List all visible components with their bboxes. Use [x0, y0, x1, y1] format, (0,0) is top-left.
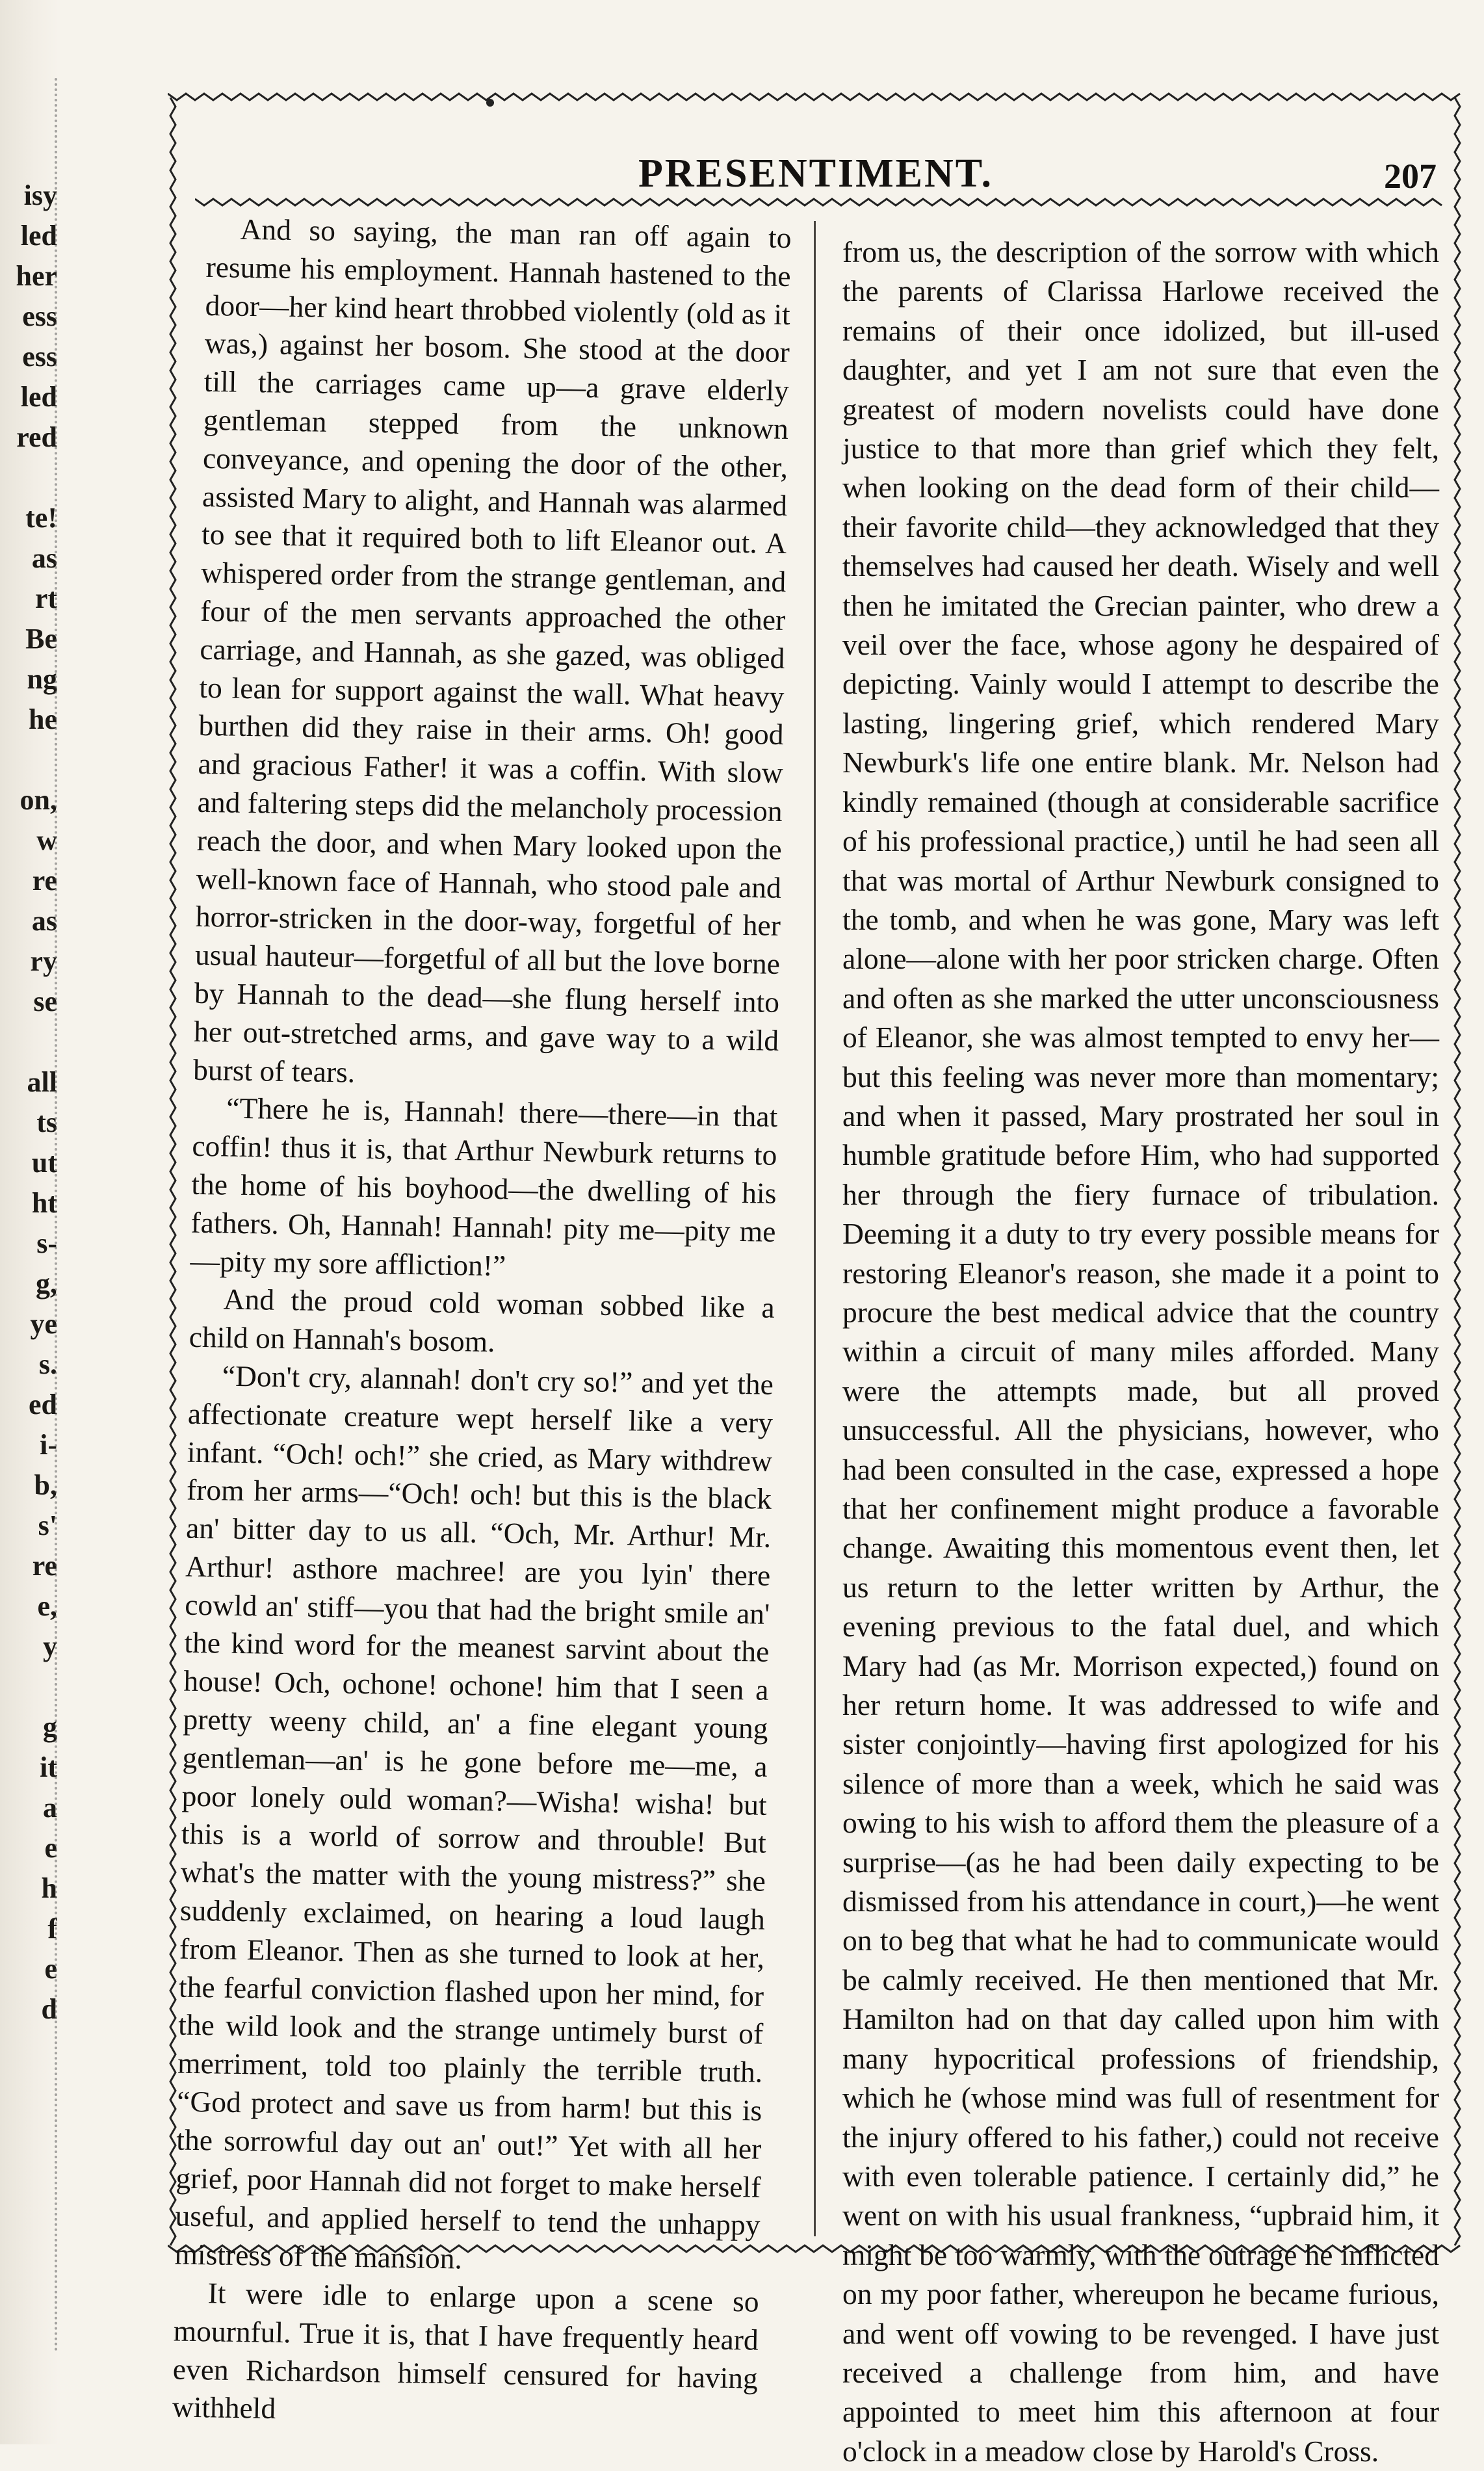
- paragraph: And so saying, the man ran off again to resume his employment. Hannah hastened to the door—her kind heart throbbed violently (old as it was,) against her bosom. She stood at the door till the carriages came up—a grave elderly gentleman stepped from the unknown conveyance, and opening the door of the other, assisted Mary to alight, and Hannah was alarmed to see that it required both to lift Eleanor out. A whispered order from the strange gentleman, and four of the men servants approached the other carriage, and Hannah, as she gazed, was obliged to lean for support against the wall. What heavy burthen did they raise in their arms. Oh! good and gracious Father! it was a coffin. With slow and faltering steps did the melancholy procession reach the door, and when Mary looked upon the well-known face of Hannah, who stood pale and horror-stricken in the door-way, forgetful of her usual hauteur—forgetful of all but the love borne by Hannah to the dead—she flung herself into her out-stretched arms, and gave way to a wild burst of tears.: [192, 212, 792, 1089]
- column-divider: [814, 221, 818, 2236]
- right-text-column: [842, 233, 1439, 2471]
- ornamental-border-right: [1452, 98, 1463, 2249]
- paragraph: And the proud cold woman sobbed like a child on Hannah's bosom.: [189, 1282, 775, 1359]
- facing-page-edge: [0, 0, 59, 2444]
- binding-spine: [55, 78, 61, 2353]
- left-text-column: [172, 210, 791, 2436]
- header-ornamental-rule: [195, 194, 1443, 211]
- paragraph: “There he is, Hannah! there—there—in that coffin! thus it is, that Arthur Newburk returns to the home of his boyhood—the dwelling of his fathers. Oh, Hannah! Hannah! pity me—pity me—pity my sore affliction!”: [190, 1091, 778, 1282]
- page-number: 207: [1384, 157, 1437, 196]
- paragraph: from us, the description of the sorrow with which the parents of Clarissa Harlowe received the remains of their once idolized, but ill-used daughter, and yet I am not sure that even the greatest of modern novelists could have done justice to that more than grief which they felt, when looking on the dead form of their child—their favorite child—they acknowledged that they themselves had caused her death. Wisely and well then he imitated the Grecian painter, who drew a veil over the face, whose agony he despaired of depicting. Vainly would I attempt to describe the lasting, lingering grief, which rendered Mary Newburk's life one entire blank. Mr. Nelson had kindly remained (though at considerable sacrifice of his professional practice,) until he had seen all that was mortal of Arthur Newburk consigned to the tomb, and when he was gone, Mary was left alone—alone with her poor stricken charge. Often and often as she marked the utter unconsciousness of Eleanor, she was almost tempted to envy her—but this feeling was never more than momentary; and when it passed, Mary prostrated her soul in humble gratitude before Him, who had supported her through the fiery furnace of tribulation. Deeming it a duty to try every possible means for restoring Eleanor's reason, she made it a point to procure the best medical advice that the country within a circuit of many miles afforded. Many were the attempts made, but all proved unsuccessful. All the physicians, however, who had been consulted in the case, expressed a hope that her confinement might produce a favorable change. Awaiting this momentous event then, let us return to the letter written by Arthur, the evening previous to the fatal duel, and which Mary had (as Mr. Morrison expected,) found on her return home. It was addressed to wife and sister conjointly—having first apologized for his silence of more than a week, which he said was owing to his wish to afford them the pleasure of a surprise—(as he had been daily expecting to be dismissed from his attendance in court,)—he went on to beg that what he had to communicate would be calmly received. He then mentioned that Mr. Hamilton had on that day called upon him with many hypocritical professions of friendship, which he (whose mind was full of resentment for the injury offered to his father,) could not receive with even tolerable patience. I certainly did,” he went on with his usual frankness, “upbraid him, it might be too warmly, with the outrage he inflicted on my poor father, whereupon he became furious, and went off vowing to be revenged. I have just received a challenge from him, and have appointed to meet him this afternoon at four o'clock in a meadow close by Harold's Cross.: [842, 235, 1439, 2468]
- facing-page-text-fragments: isy led her ess ess led red te! as rt Be ng he on, w re as ry se all ts ut ht s- g, ye s. ed i- b, s' re e, y g it a e h f e d: [16, 179, 57, 2025]
- running-title: PRESENTIMENT.: [638, 151, 993, 196]
- paragraph: “Don't cry, alannah! don't cry so!” and yet the affectionate creature wept herself like a very infant. “Och! och!” she cried, as Mary withdrew from her arms—“Och! och! but this is the black an' bitter day to us all. “Och, Mr. Arthur! Mr. Arthur! asthore machree! are you lyin' there cowld an' stiff—you that had the bright smile an' the kind word for the meanest sarvint about the house! Och, ochone! ochone! him that I seen a pretty weeny child, an' a fine elegant young gentleman—an' is he gone before me—me, a poor lonely ould woman?—Wisha! wisha! but this is a world of sorrow and throuble! But what's the matter with the young mistress?” she suddenly exclaimed, on hearing a loud laugh from Eleanor. Then as she turned to look at her, the fearful conviction flashed upon her mind, for the wild look and the strange untimely burst of merriment, told too plainly the terrible truth. “God protect and save us from harm! but this is the sorrowful day out an' out!” Yet with all her grief, poor Hannah did not forget to make herself useful, and applied herself to tend the unhappy mistress of the mansion.: [174, 1359, 774, 2275]
- ornamental-border-left: [168, 98, 178, 2249]
- ornamental-border-top: [168, 90, 1463, 104]
- paragraph: It were idle to enlarge upon a scene so mournful. True it is, that I have frequently heard even Richardson himself censured for having withheld: [172, 2276, 760, 2425]
